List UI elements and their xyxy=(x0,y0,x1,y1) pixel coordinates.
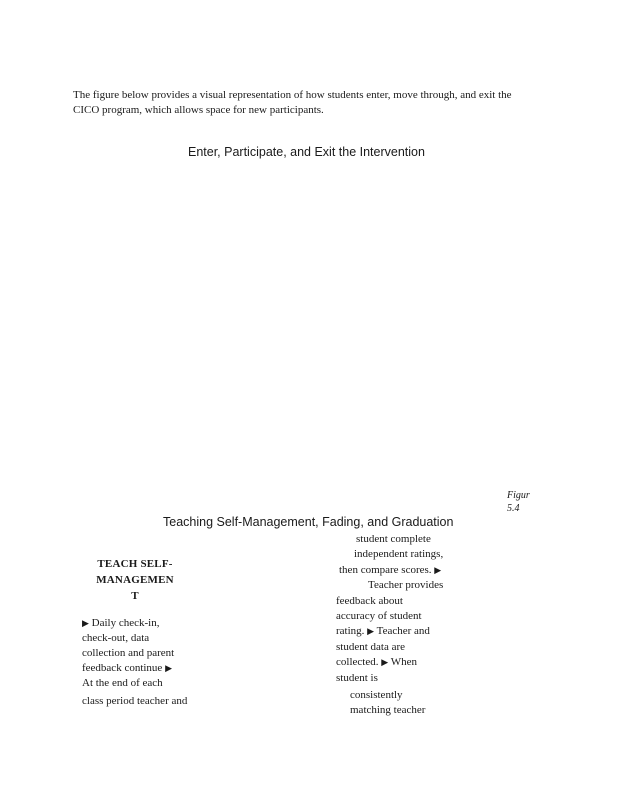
arrow-right-icon: ▶ xyxy=(367,626,375,637)
figure-label-line-1: Figur xyxy=(507,490,530,501)
figure-label xyxy=(507,489,530,515)
teach-heading-line-3: T xyxy=(131,590,139,602)
right-column xyxy=(336,532,448,719)
figure-title-enter-participate-exit: Enter, Participate, and Exit the Intervention xyxy=(188,145,425,159)
intro-line-1: The figure below provides a visual representation of how students enter, move through, and exit the xyxy=(73,89,512,101)
right-line: feedback about xyxy=(336,594,403,607)
right-line: student data are xyxy=(336,640,406,653)
left-line: check-out, data xyxy=(82,632,150,644)
left-line: feedback continue xyxy=(82,662,163,674)
arrow-right-icon: ▶ xyxy=(381,657,389,668)
figure-title-self-management: Teaching Self-Management, Fading, and Graduation xyxy=(163,515,454,529)
right-line: Teacher provides xyxy=(368,579,444,592)
right-line: Teacher and xyxy=(376,625,430,638)
right-line: matching teacher xyxy=(350,704,426,717)
teach-heading-line-2: MANAGEMEN xyxy=(96,574,174,586)
teach-heading-line-1: TEACH SELF- xyxy=(97,558,173,570)
left-line: class period teacher and xyxy=(82,695,188,707)
right-line: When xyxy=(390,656,417,669)
figure-label-line-2: 5.4 xyxy=(507,503,520,514)
right-line: rating. xyxy=(336,625,365,638)
left-line: At the end of each xyxy=(82,677,163,689)
right-line: independent ratings, xyxy=(354,548,444,561)
right-column-text xyxy=(336,532,448,719)
arrow-right-icon: ▶ xyxy=(165,663,172,673)
left-line: collection and parent xyxy=(82,647,175,659)
left-column xyxy=(82,556,202,709)
arrow-right-icon: ▶ xyxy=(434,564,442,575)
right-line: accuracy of student xyxy=(336,610,422,623)
right-line: student complete xyxy=(356,533,431,545)
right-line: consistently xyxy=(350,689,403,702)
right-line: student is xyxy=(336,671,378,684)
intro-paragraph xyxy=(73,88,533,118)
left-line: Daily check-in, xyxy=(91,617,160,629)
left-column-text xyxy=(82,616,202,709)
right-line: then compare scores. xyxy=(339,563,432,576)
intro-line-2: CICO program, which allows space for new participants. xyxy=(73,104,324,116)
arrow-right-icon: ▶ xyxy=(82,618,89,628)
teach-self-management-heading xyxy=(94,556,176,604)
right-line: collected. xyxy=(336,656,379,669)
